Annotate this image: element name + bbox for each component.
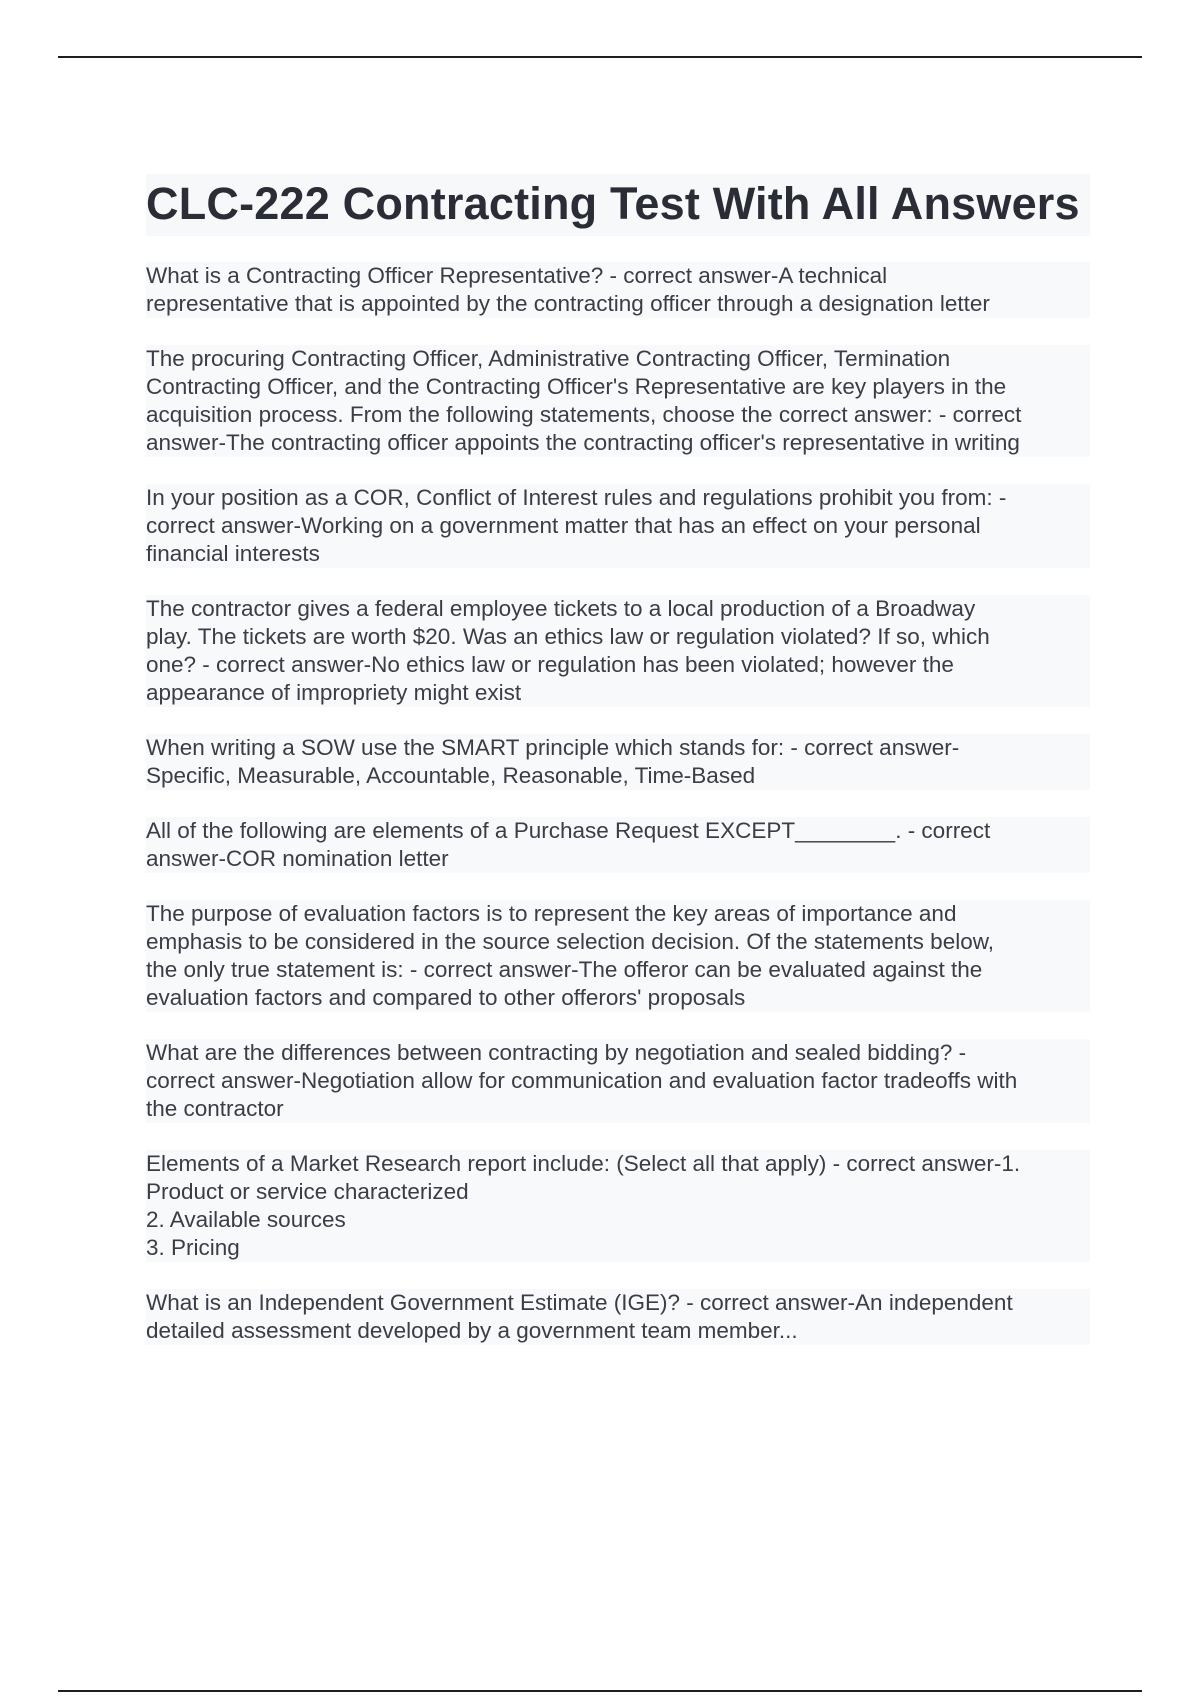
qa-line: 2. Available sources: [146, 1207, 346, 1232]
top-rule: [58, 56, 1142, 58]
qa-line: The purpose of evaluation factors is to represent the key areas of importance and: [146, 901, 957, 926]
title-band: [146, 174, 1090, 236]
qa-line: Elements of a Market Research report include: (Select all that apply) - correct answer-1.: [146, 1151, 1021, 1176]
qa-line: appearance of impropriety might exist: [146, 680, 522, 705]
qa-item: [146, 1289, 1090, 1345]
qa-line: Product or service characterized: [146, 1179, 469, 1204]
qa-item: [146, 900, 1090, 1012]
qa-line: the contractor: [146, 1096, 284, 1121]
qa-line: play. The tickets are worth $20. Was an ethics law or regulation violated? If so, which: [146, 624, 990, 649]
qa-line: correct answer-Negotiation allow for communication and evaluation factor tradeoffs with: [146, 1068, 1018, 1093]
qa-line: evaluation factors and compared to other offerors' proposals: [146, 985, 746, 1010]
qa-line: emphasis to be considered in the source selection decision. Of the statements below,: [146, 929, 994, 954]
qa-line: All of the following are elements of a Purchase Request EXCEPT________. - correct: [146, 818, 991, 843]
qa-item: [146, 484, 1090, 568]
qa-line: Specific, Measurable, Accountable, Reasonable, Time-Based: [146, 763, 756, 788]
qa-item: [146, 1039, 1090, 1123]
qa-item: [146, 595, 1090, 707]
qa-line: answer-The contracting officer appoints the contracting officer's representative in writing: [146, 430, 1020, 455]
document-title: CLC-222 Contracting Test With All Answers: [146, 178, 1080, 229]
qa-line: What is an Independent Government Estimate (IGE)? - correct answer-An independent: [146, 1290, 1013, 1315]
qa-list: [146, 262, 1090, 1345]
qa-line: representative that is appointed by the contracting officer through a designation letter: [146, 291, 990, 316]
qa-line: one? - correct answer-No ethics law or regulation has been violated; however the: [146, 652, 954, 677]
qa-item: [146, 1150, 1090, 1262]
document-body: [146, 174, 1090, 1372]
qa-line: The procuring Contracting Officer, Administrative Contracting Officer, Termination: [146, 346, 951, 371]
qa-line: Contracting Officer, and the Contracting Officer's Representative are key players in the: [146, 374, 1007, 399]
qa-line: When writing a SOW use the SMART principle which stands for: - correct answer-: [146, 735, 960, 760]
qa-line: acquisition process. From the following statements, choose the correct answer: - correct: [146, 402, 1022, 427]
qa-line: What are the differences between contracting by negotiation and sealed bidding? -: [146, 1040, 967, 1065]
qa-line: The contractor gives a federal employee tickets to a local production of a Broadway: [146, 596, 976, 621]
qa-line: detailed assessment developed by a government team member...: [146, 1318, 798, 1343]
qa-line: correct answer-Working on a government matter that has an effect on your personal: [146, 513, 981, 538]
qa-line: answer-COR nomination letter: [146, 846, 449, 871]
qa-item: [146, 345, 1090, 457]
qa-line: financial interests: [146, 541, 320, 566]
qa-line: 3. Pricing: [146, 1235, 240, 1260]
qa-item: [146, 817, 1090, 873]
qa-item: [146, 262, 1090, 318]
qa-item: [146, 734, 1090, 790]
qa-line: the only true statement is: - correct answer-The offeror can be evaluated against the: [146, 957, 983, 982]
bottom-rule: [58, 1690, 1142, 1692]
qa-line: What is a Contracting Officer Representative? - correct answer-A technical: [146, 263, 888, 288]
qa-line: In your position as a COR, Conflict of Interest rules and regulations prohibit you from: -: [146, 485, 1007, 510]
